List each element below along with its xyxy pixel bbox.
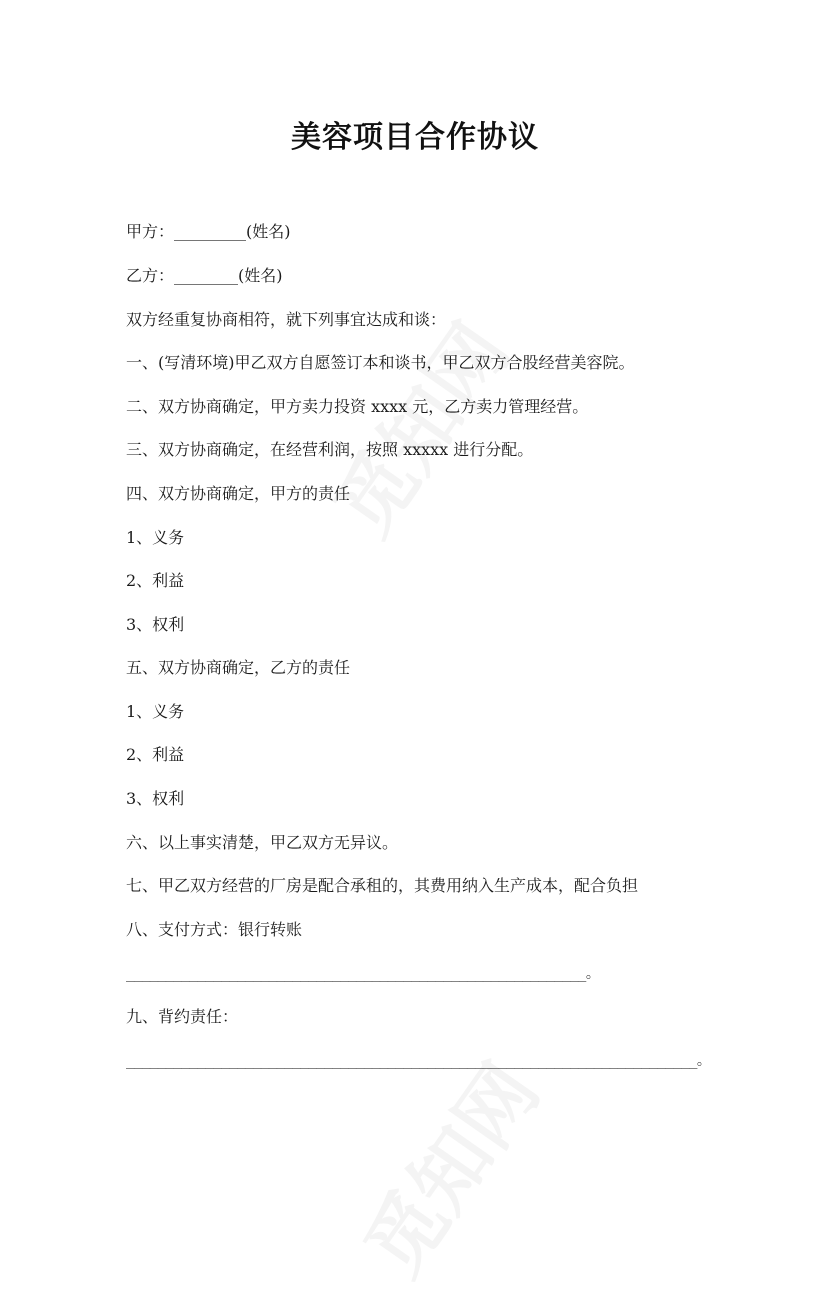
- clause-4-item-2: 2、利益: [126, 571, 185, 590]
- document-title: 美容项目合作协议: [291, 120, 539, 155]
- clause-4-item-1: 1、义务: [126, 528, 185, 547]
- clause-5-item-1: 1、义务: [126, 702, 185, 721]
- preamble: 双方经重复协商相符，就下列事宜达成和谈：: [126, 310, 447, 329]
- clause-4-item-3: 3、权利: [126, 615, 185, 634]
- clause-2: 二、双方协商确定，甲方卖力投资 xxxx 元，乙方卖力管理经营。: [126, 397, 589, 416]
- clause-5-item-3: 3、权利: [126, 789, 185, 808]
- clause-3: 三、双方协商确定，在经营利润，按照 xxxxx 进行分配。: [126, 440, 534, 459]
- clause-4: 四、双方协商确定，甲方的责任: [126, 484, 351, 503]
- clause-8-blank: __________________________________________________________。: [126, 966, 600, 982]
- clause-6: 六、以上事实清楚，甲乙双方无异议。: [126, 833, 399, 852]
- party-a-line: 甲方：_________(姓名): [126, 222, 291, 241]
- clause-7: 七、甲乙双方经营的厂房是配合承租的，其费用纳入生产成本，配合负担: [126, 876, 639, 895]
- clause-5: 五、双方协商确定，乙方的责任: [126, 658, 351, 677]
- clause-9: 九、背约责任：: [126, 1007, 239, 1026]
- party-b-line: 乙方：________(姓名): [126, 266, 283, 285]
- clause-5-item-2: 2、利益: [126, 745, 185, 764]
- clause-1: 一、(写清环境)甲乙双方自愿签订本和谈书，甲乙双方合股经营美容院。: [126, 353, 635, 372]
- watermark: [304, 298, 530, 554]
- clause-8: 八、支付方式：银行转账: [126, 920, 303, 939]
- clause-9-blank: ________________________________________________________________________。: [126, 1053, 711, 1069]
- watermark: [334, 1038, 560, 1294]
